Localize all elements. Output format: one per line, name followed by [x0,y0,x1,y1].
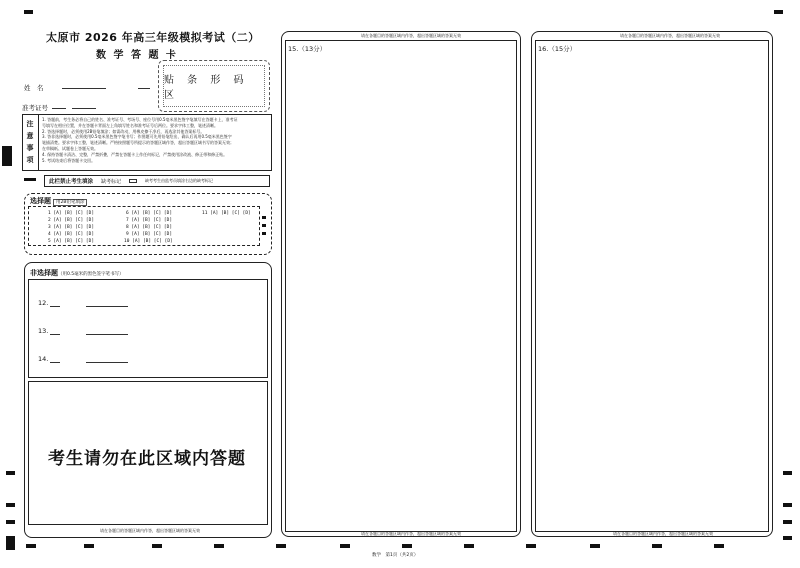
grid-mark [262,232,266,235]
timing-mark [84,544,94,548]
forbidden-text: 考生请勿在此区域内答题 [48,449,246,469]
timing-mark [214,544,224,548]
timing-mark [464,544,474,548]
warning-top-q15: 请在各题目的答题区域内作答，超出答题区域的答案无效 [361,33,461,38]
page-footer: 数学 第1页（共2页） [372,553,419,558]
choice-row-9[interactable]: 9 [A] [B] [C] [D] [126,232,173,237]
timing-mark [783,503,792,507]
q14-blank-b[interactable] [86,362,128,363]
choice-title [30,196,87,206]
choice-row-10[interactable]: 10 [A] [B] [C] [D] [124,239,173,244]
choice-row-1[interactable]: 1 [A] [B] [C] [D] [48,211,95,216]
timing-mark [6,471,15,475]
fill-blank-box [28,279,268,378]
timing-mark [6,503,15,507]
notes-divider [38,114,39,171]
timing-mark [24,10,33,14]
timing-mark [340,544,350,548]
timing-mark [783,471,792,475]
nonchoice-title-text: 非选择题 [30,269,58,277]
q12-blank-b[interactable] [86,306,128,307]
timing-mark [276,544,286,548]
warning-bottom-q15: 请在各题目的答题区域内作答，超出答题区域的答案无效 [361,531,461,536]
name-field-extra [138,88,150,89]
q15-label: 15.（13分） [288,45,327,53]
strip-mark [24,178,36,181]
q15-inner [285,40,517,532]
name-field[interactable] [62,88,106,89]
timing-mark [152,544,162,548]
absent-label: 缺考标记 [101,178,122,185]
timing-mark [652,544,662,548]
choice-row-6[interactable]: 6 [A] [B] [C] [D] [126,211,173,216]
ticket-field-a[interactable] [52,108,66,109]
choice-row-4[interactable]: 4 [A] [B] [C] [D] [48,232,95,237]
grid-mark [262,216,266,219]
timing-mark [2,146,12,166]
timing-mark [6,520,15,524]
ticket-label: 准考证号 [22,104,48,112]
notes-line: 号填写在相应位置，并在答题卡背面左上角填写姓名和准考证号后两位。要求字体工整，笔迹清晰。 [42,122,218,128]
warning-top-q16: 请在各题目的答题区域内作答，超出答题区域的答案无效 [620,33,720,38]
q16-inner [535,40,769,532]
nonchoice-note: （用0.5毫米的黑色签字笔书写） [58,272,124,277]
timing-mark [590,544,600,548]
q16-label: 16.（15分） [538,45,577,53]
timing-mark [714,544,724,548]
choice-row-2[interactable]: 2 [A] [B] [C] [D] [48,218,95,223]
notes-line: 笔描清楚。要求字体工整，笔迹清晰。严格按照题号所提示的答题区域作答，超出答题区域书写的答案无效； [42,140,234,146]
notes-line: 4. 保持答题卡清洁、完整，严禁折叠，严禁在答题卡上作任何标记，严禁使用涂改液、修正带和修正贴。 [42,151,228,157]
notes-line: 5. 考试结束后将答题卡交回。 [42,157,96,163]
q14-blank-a[interactable] [50,362,60,363]
q13-blank-a[interactable] [50,334,60,335]
choice-row-5[interactable]: 5 [A] [B] [C] [D] [48,239,95,244]
name-label: 姓 名 [24,84,44,92]
prohibit-strip [44,175,270,187]
q14-label: 14. [38,355,49,363]
notes-title: 注意事项 [26,120,34,168]
q13-blank-b[interactable] [86,334,128,335]
choice-row-3[interactable]: 3 [A] [B] [C] [D] [48,225,95,230]
grid-mark [262,224,266,227]
timing-mark [6,536,15,550]
notes-line: 1. 答题前，考生务必将自己的姓名、准考证号、考场号、座位号用0.5毫米黑色签字笔填写在答题卡上，准考证 [42,117,238,122]
page-title: 太原市 2026 年高三年级模拟考试（二） [46,31,260,44]
q12-label: 12. [38,299,49,307]
choice-row-7[interactable]: 7 [A] [B] [C] [D] [126,218,173,223]
ticket-field-b[interactable] [72,108,96,109]
barcode-inner [163,65,265,107]
timing-mark [402,544,412,548]
barcode-area [158,60,270,112]
absent-note: 缺考考生由监考员填涂右边的缺考标记 [145,178,214,183]
notes-line: 3. 答非选择题时，必须使用0.5毫米黑色签字笔书写；作图题可先用铅笔绘出，确认后再用0.5毫米黑色签字 [42,134,232,140]
notes-text [42,117,268,163]
warning-bottom-q16: 请在各题目的答题区域内作答，超出答题区域的答案无效 [613,531,713,536]
timing-mark [783,520,792,524]
warning-bottom-left: 请在各题目的答题区域内作答，超出答题区域的答案无效 [100,528,200,533]
nonchoice-title [30,268,124,278]
notes-line: 2. 答选择题时，必须使用2B铅笔填涂；如需改动，用橡皮擦干净后，再选涂其他答案标号。 [42,128,205,134]
absent-checkbox[interactable] [129,179,137,183]
choice-row-11[interactable]: 11 [A] [B] [C] [D] [202,211,251,216]
notes-line: 在草稿纸、试题卷上答题无效。 [42,145,98,151]
barcode-label: 贴 条 形 码 区 [164,75,249,101]
page-subtitle: 数 学 答 题 卡 [96,50,178,61]
choice-title-text: 选择题 [30,197,51,205]
choice-row-8[interactable]: 8 [A] [B] [C] [D] [126,225,173,230]
timing-mark [26,544,36,548]
q12-blank-a[interactable] [50,306,60,307]
prohibit-label: 此栏禁止考生填涂 [49,179,94,185]
choice-note: 用2B铅笔填涂 [53,199,87,206]
timing-mark [783,536,792,540]
q13-label: 13. [38,327,49,335]
timing-mark [526,544,536,548]
timing-mark [774,10,783,14]
